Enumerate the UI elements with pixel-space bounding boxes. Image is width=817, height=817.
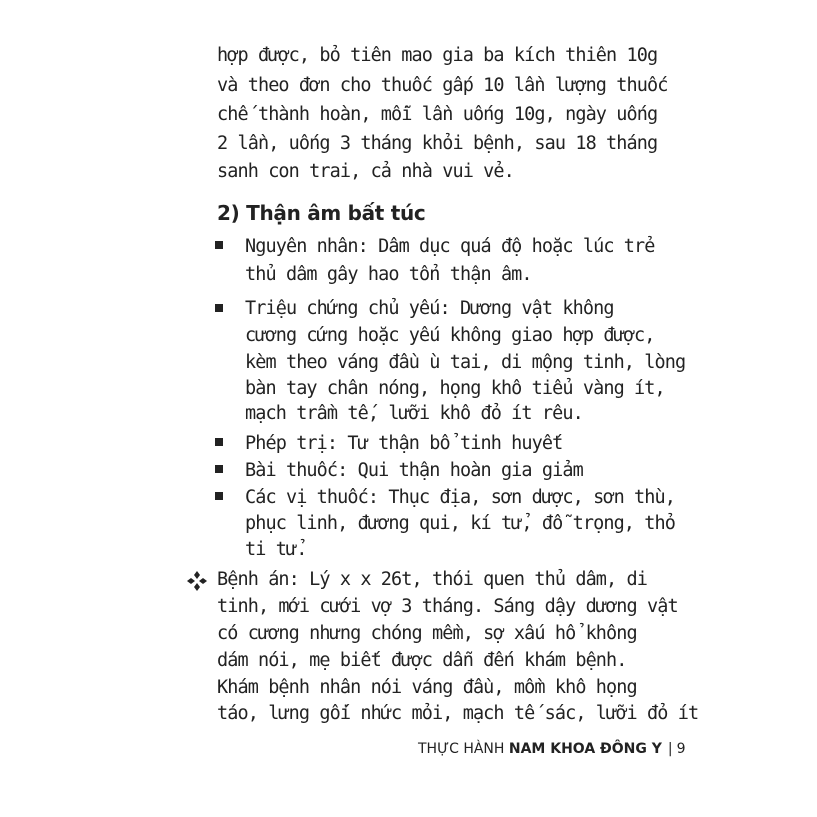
body-text-line: dám nói, mẹ biết được dẫn đến khám bệnh.	[217, 650, 627, 671]
square-bullet-icon	[215, 465, 223, 473]
bullet-text-line: Phép trị: Tư thận bổ tinh huyết	[245, 433, 563, 454]
square-bullet-icon	[215, 241, 223, 249]
square-bullet-icon	[215, 438, 223, 446]
page-footer	[418, 742, 686, 756]
footer-separator: |	[667, 741, 673, 757]
body-text-line: táo, lưng gối nhức mỏi, mạch tế sác, lưỡi đỏ ít	[217, 703, 699, 724]
bullet-text-line: thủ dâm gây hao tổn thận âm.	[245, 264, 532, 285]
bullet-text-line: mạch trầm tế, lưỡi khô đỏ ít rêu.	[245, 403, 583, 424]
square-bullet-icon	[215, 492, 223, 500]
footer-title-light: THỰC HÀNH	[418, 741, 505, 757]
body-text-line: sanh con trai, cả nhà vui vẻ.	[217, 161, 514, 182]
bullet-text-line: bàn tay chân nóng, họng khô tiểu vàng ít,	[245, 378, 665, 399]
footer-title-bold: NAM KHOA ĐÔNG Y	[508, 741, 662, 757]
page-number: 9	[676, 741, 686, 757]
bullet-text-line: Nguyên nhân: Dâm dục quá độ hoặc lúc trẻ	[245, 236, 655, 257]
four-diamond-ornament-icon	[186, 570, 208, 592]
bullet-text-line: Triệu chứng chủ yếu: Dương vật không	[245, 298, 614, 319]
square-bullet-icon	[215, 304, 223, 312]
body-text-line: tinh, mới cưới vợ 3 tháng. Sáng dậy dương vật	[217, 596, 678, 617]
body-text-line: 2 lần, uống 3 tháng khỏi bệnh, sau 18 tháng	[217, 133, 658, 154]
bullet-text-line: ti tử.	[245, 539, 307, 560]
body-text-line: hợp được, bỏ tiên mao gia ba kích thiên 10g	[217, 45, 658, 66]
bullet-text-line: Bài thuốc: Qui thận hoàn gia giảm	[245, 460, 583, 481]
bullet-text-line: cương cứng hoặc yếu không giao hợp được,	[245, 325, 655, 346]
bullet-text-line: Các vị thuốc: Thục địa, sơn dược, sơn thù,	[245, 487, 675, 508]
bullet-text-line: kèm theo váng đầu ù tai, di mộng tinh, lòng	[245, 352, 686, 373]
section-heading: 2) Thận âm bất túc	[217, 201, 426, 225]
bullet-text-line: phục linh, đương qui, kí tử, đỗ trọng, thỏ	[245, 513, 675, 534]
body-text-line: chế thành hoàn, mỗi lần uống 10g, ngày uống	[217, 104, 658, 125]
body-text-line: và theo đơn cho thuốc gấp 10 lần lượng thuốc	[217, 75, 668, 96]
body-text-line: Khám bệnh nhân nói váng đầu, mồm khô họng	[217, 677, 637, 698]
body-text-line: có cương nhưng chóng mềm, sợ xấu hổ không	[217, 623, 637, 644]
body-text-line: Bệnh án: Lý x x 26t, thói quen thủ dâm, di	[217, 569, 647, 590]
